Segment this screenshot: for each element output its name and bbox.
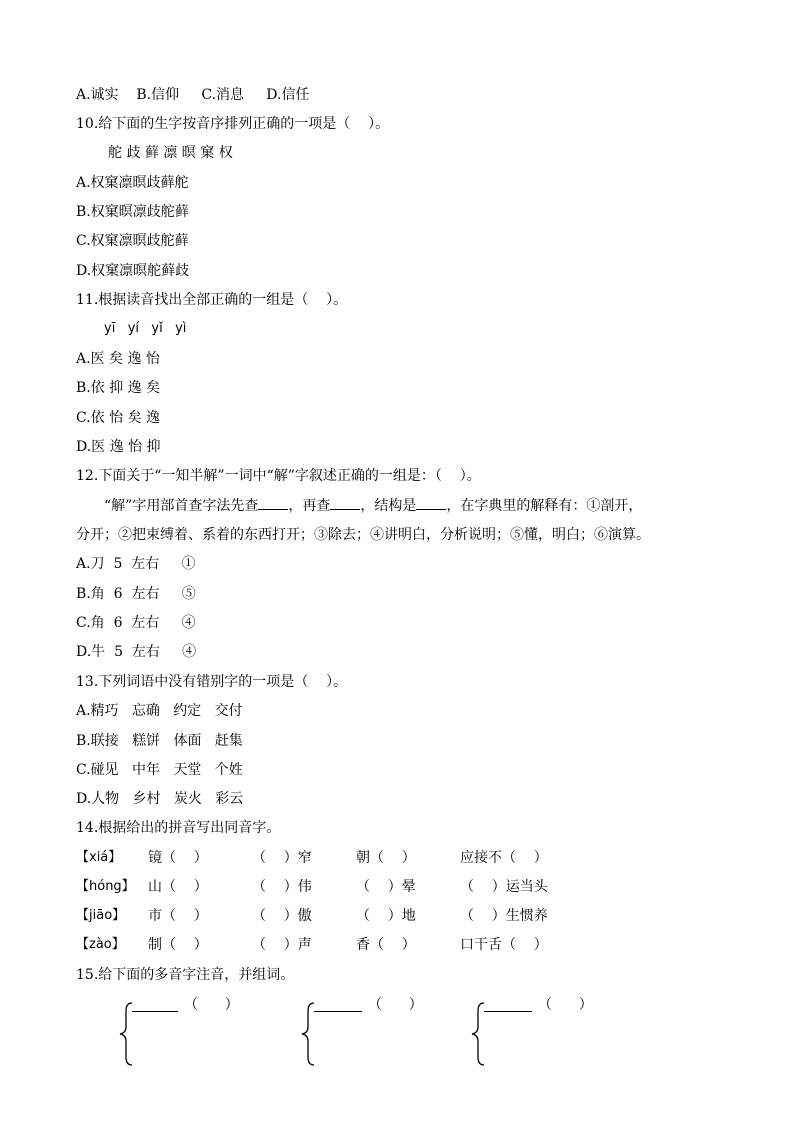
q12-stem: 12.下面关于“一知半解”一词中“解”字叙述正确的一组是：（ ）。 — [76, 468, 481, 484]
answer-line[interactable] — [314, 1011, 362, 1012]
q11-option-b[interactable]: B.依 抑 逸 矣 — [76, 380, 161, 396]
pinyin-label: 【zào】 — [76, 937, 125, 952]
q13-option-c[interactable]: C.碰见 中年 天堂 个姓 — [76, 762, 243, 778]
polyphone-group — [470, 995, 610, 1065]
blank-cell[interactable]: 制（ ） — [148, 937, 208, 953]
q11-stem: 11.根据读音找出全部正确的一组是（ ）。 — [76, 292, 348, 308]
answer-line[interactable] — [132, 1011, 178, 1012]
blank-cell[interactable]: （ ）晕 — [356, 879, 416, 895]
blank-cell[interactable]: 山（ ） — [148, 879, 208, 895]
q13-option-d[interactable]: D.人物 乡村 炭火 彩云 — [76, 791, 244, 807]
blank-cell[interactable]: （ ）运当头 — [460, 879, 548, 895]
blank-cell[interactable]: （ ）生惯养 — [460, 908, 548, 924]
q10-chars: 舵 歧 藓 凛 暝 窠 权 — [108, 145, 233, 161]
q12-option-b[interactable]: B.角 6 左右 ⑤ — [76, 586, 196, 602]
blank-cell[interactable]: （ ）伟 — [252, 879, 312, 895]
blank-cell[interactable]: 市（ ） — [148, 908, 208, 924]
pinyin-paren[interactable]: （ ） — [184, 997, 239, 1013]
blank-cell[interactable]: （ ）声 — [252, 937, 312, 953]
q10-option-c[interactable]: C.权窠凛暝歧舵藓 — [76, 233, 189, 249]
pinyin-paren[interactable]: （ ） — [368, 997, 423, 1013]
q11-pinyin: yī yí yǐ yì — [104, 321, 187, 336]
blank-cell[interactable]: （ ）地 — [356, 908, 416, 924]
blank-cell[interactable]: （ ）窄 — [252, 850, 312, 866]
q11-option-d[interactable]: D.医 逸 怡 抑 — [76, 439, 161, 455]
q10-option-b[interactable]: B.权窠暝凛歧舵藓 — [76, 204, 189, 220]
q12-option-c[interactable]: C.角 6 左右 ④ — [76, 615, 196, 631]
q12-option-a[interactable]: A.刀 5 左右 ① — [76, 556, 196, 572]
pinyin-paren[interactable]: （ ） — [538, 997, 593, 1013]
q10-option-d[interactable]: D.权窠凛暝舵藓歧 — [76, 263, 190, 279]
blank[interactable] — [416, 495, 446, 510]
polyphone-group — [118, 995, 258, 1065]
answer-line[interactable] — [484, 1011, 532, 1012]
blank[interactable] — [330, 495, 360, 510]
q9-options: A.诚实 B.信仰 C.消息 D.信任 — [76, 87, 310, 103]
q12-paragraph: “解”字用部首查字法先查 ，再查 ，结构是 ，在字典里的解释有：①剖开， — [104, 495, 642, 516]
q15-stem: 15.给下面的多音字注音，并组词。 — [76, 967, 295, 983]
q11-option-c[interactable]: C.依 怡 矣 逸 — [76, 410, 161, 426]
blank-cell[interactable]: 镜（ ） — [148, 850, 208, 866]
q10-stem: 10.给下面的生字按音序排列正确的一项是（ ）。 — [76, 116, 390, 132]
pinyin-label: 【xiá】 — [76, 850, 122, 865]
blank-cell[interactable]: （ ）傲 — [252, 908, 312, 924]
blank-cell[interactable]: 朝（ ） — [356, 850, 416, 866]
q10-option-a[interactable]: A.权窠凛暝歧藓舵 — [76, 175, 189, 191]
blank-cell[interactable]: 应接不（ ） — [460, 850, 548, 866]
pinyin-label: 【jiāo】 — [76, 908, 126, 923]
blank-cell[interactable]: 口干舌（ ） — [460, 937, 548, 953]
q12-paragraph-line2: 分开；②把束缚着、系着的东西打开；③除去；④讲明白，分析说明；⑤懂，明白；⑥演算。 — [76, 527, 650, 543]
q11-option-a[interactable]: A.医 矣 逸 怡 — [76, 351, 160, 367]
q13-option-b[interactable]: B.联接 糕饼 体面 赶集 — [76, 733, 243, 749]
blank[interactable] — [258, 495, 288, 510]
q13-stem: 13.下列词语中没有错别字的一项是（ ）。 — [76, 674, 348, 690]
polyphone-group — [300, 995, 440, 1065]
blank-cell[interactable]: 香（ ） — [356, 937, 416, 953]
q14-stem: 14.根据给出的拼音写出同音字。 — [76, 820, 281, 836]
q12-option-d[interactable]: D.牛 5 左右 ④ — [76, 644, 197, 660]
pinyin-label: 【hóng】 — [76, 879, 135, 894]
q13-option-a[interactable]: A.精巧 忘确 约定 交付 — [76, 703, 243, 719]
